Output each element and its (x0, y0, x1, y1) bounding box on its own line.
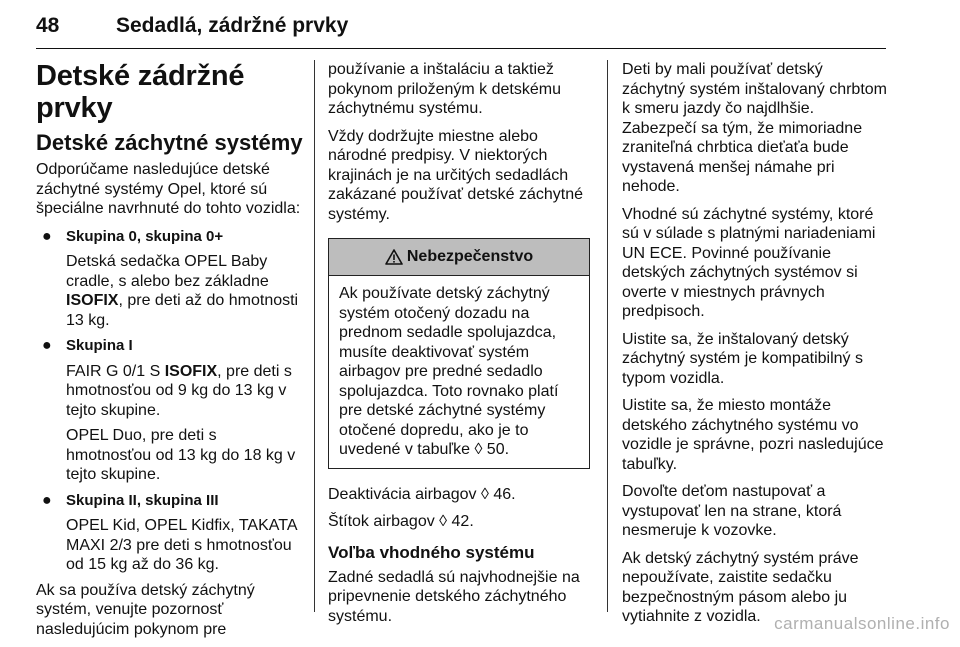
section-heading: Detské zádržné prvky (36, 60, 245, 124)
warning-box (328, 238, 590, 469)
page-reference[interactable]: 42. (451, 513, 474, 530)
reference-arrow-icon: ◊ (439, 513, 448, 530)
list-item (36, 227, 304, 331)
subsection-heading: Voľba vhodného systému (328, 542, 535, 562)
page-reference[interactable]: 46. (493, 485, 516, 503)
group-text: Detská sedačka OPEL Baby cradle, s alebo bez základne ISOFIX, pre deti až do hmotnosti 13 kg. (66, 253, 299, 329)
warning-header (329, 239, 589, 276)
list-item (36, 336, 304, 485)
column-3 (622, 60, 888, 635)
bullet-icon: ● (42, 491, 52, 509)
paragraph: Ak detský záchytný systém práve nepoužívate, zaistite sedačku bezpečnostným pásom alebo ju vytiahnite z vozidla. (622, 549, 859, 625)
column-divider (314, 60, 315, 612)
reference-arrow-icon: ◊ (474, 441, 483, 458)
group-text: FAIR G 0/1 S ISOFIX, pre deti s hmotnosťou od 9 kg do 13 kg v tejto skupine. (66, 362, 292, 419)
reference-arrow-icon: ◊ (480, 485, 489, 503)
paragraph: používanie a inštaláciu a taktiež pokynom priloženým k detskému záchytnému systému. (328, 61, 561, 117)
page-reference[interactable]: 50. (486, 441, 510, 458)
column-divider (607, 60, 608, 612)
cross-reference: Štítok airbagov ◊ 42. (328, 513, 474, 530)
bullet-icon: ● (42, 227, 52, 245)
group-title: Skupina 0, skupina 0+ (66, 227, 224, 245)
paragraph: Uistite sa, že inštalovaný detský záchytný systém je kompatibilný s typom vozidla. (622, 330, 863, 387)
group-title: Skupina I (66, 337, 133, 354)
group-title: Skupina II, skupina III (66, 491, 219, 509)
warning-title: Nebezpečenstvo (406, 248, 534, 266)
warning-triangle-icon (385, 249, 403, 265)
bullet-icon: ● (42, 337, 52, 354)
page-number: 48 (36, 14, 60, 37)
subsection-heading: Detské záchytné systémy (36, 130, 303, 155)
column-1 (36, 60, 304, 647)
paragraph: Zadné sedadlá sú najvhodnejšie na pripevnenie detského záchytného systému. (328, 568, 580, 625)
running-title: Sedadlá, zádržné prvky (116, 14, 349, 37)
group-text: OPEL Duo, pre deti s hmotnosťou od 13 kg do 18 kg v tejto skupine. (66, 427, 296, 483)
warning-text: Ak používate detský záchytný systém otočený dozadu na prednom sedadle spolujazdca, musíte deaktivovať systém airbagov pre predné sedadlo spolujazdca. Toto rovnako platí pre detské záchytné systémy otočené dopredu, ako je to uvedené v tabuľke ◊ 50. (339, 285, 559, 458)
paragraph: Uistite sa, že miesto montáže detského záchytného systému vo vozidle je správne, pozri nasledujúce tabuľky. (622, 397, 884, 473)
intro-paragraph: Odporúčame nasledujúce detské záchytné systémy Opel, ktoré sú špeciálne navrhnuté do tohto vozidla: (36, 161, 301, 217)
header-rule (36, 48, 886, 49)
paragraph: Dovoľte deťom nastupovať a vystupovať len na strane, ktorá nesmeruje k vozovke. (622, 483, 842, 539)
closing-paragraph: Ak sa používa detský záchytný systém, venujte pozornosť nasledujúcim pokynom pre (36, 581, 255, 638)
column-2 (328, 60, 590, 634)
watermark: carmanualsonline.info (774, 614, 950, 633)
group-text: OPEL Kid, OPEL Kidfix, TAKATA MAXI 2/3 pre deti s hmotnosťou od 15 kg až do 36 kg. (66, 517, 297, 573)
list-item (36, 491, 304, 575)
cross-reference: Deaktivácia airbagov ◊ 46. (328, 485, 516, 503)
paragraph: Deti by mali používať detský záchytný systém inštalovaný chrbtom k smeru jazdy čo najdlhšie. Zabezpečí sa tým, že mimoriadne zraniteľná chrbtica dieťaťa bude vystavená menšej námahe pri nehode. (622, 61, 887, 195)
paragraph: Vždy dodržujte miestne alebo národné predpisy. V niektorých krajinách je na určitých sedadlách zakázané používať detské záchytné systémy. (328, 127, 584, 223)
paragraph: Vhodné sú záchytné systémy, ktoré sú v súlade s platnými nariadeniami UN ECE. Povinné používanie detských záchytných systémov si overte v miestnych právnych predpisoch. (622, 205, 876, 320)
page-header (36, 14, 886, 50)
